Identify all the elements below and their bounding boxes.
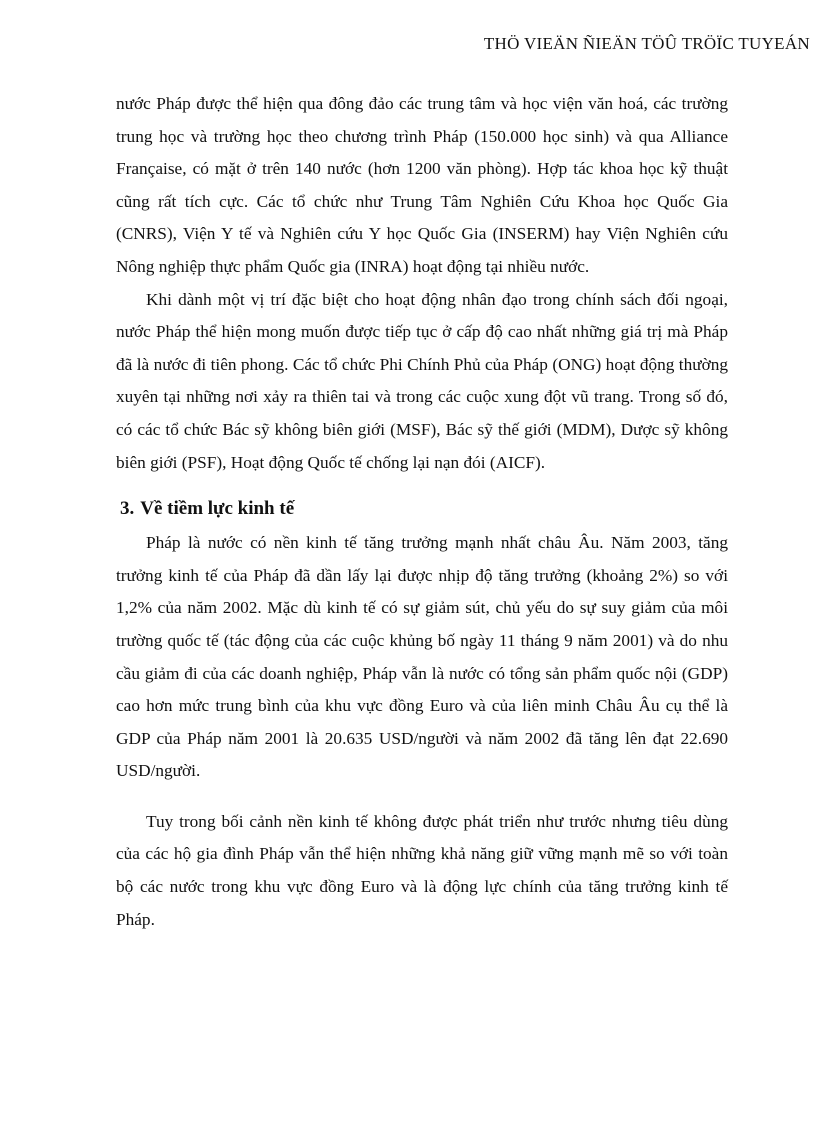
paragraph-economy-growth: Pháp là nước có nền kinh tế tăng trưởng mạnh nhất châu Âu. Năm 2003, tăng trưởng kinh tế của Pháp đã dần lấy lại được nhịp độ tăng trưởng (khoảng 2%) so với 1,2% của năm 2002. Mặc dù kinh tế có sự giảm sút, chủ yếu do sự suy giảm của môi trường quốc tế (tác động của các cuộc khủng bố ngày 11 tháng 9 năm 2001) và do nhu cầu giảm đi của các doanh nghiệp, Pháp vẫn là nước có tổng sản phẩm quốc nội (GDP) cao hơn mức trung bình của khu vực đồng Euro và của liên minh Châu Âu cụ thể là GDP của Pháp năm 2001 là 20.635 USD/người và năm 2002 đã tăng lên đạt 22.690 USD/người.	[116, 533, 728, 781]
paragraph-household-consumption: Tuy trong bối cảnh nền kinh tế không được phát triển như trước nhưng tiêu dùng của các hộ gia đình Pháp vẫn thể hiện những khả năng giữ vững mạnh mẽ so với toàn bộ các nước trong khu vực đồng Euro và là động lực chính của tăng trưởng kinh tế Pháp.	[116, 811, 728, 929]
running-header: THÖ VIEÄN ÑIEÄN TÖÛ TRÖÏC TUYEÁN	[483, 34, 810, 53]
section-title: Về tiềm lực kinh tế	[140, 498, 295, 520]
paragraph-culture-science: nước Pháp được thể hiện qua đông đảo các trung tâm và học viện văn hoá, các trường trung học và trường học theo chương trình Pháp (150.000 học sinh) và qua Alliance Française, có mặt ở trên 140 nước (hơn 1200 văn phòng). Hợp tác khoa học kỹ thuật cũng rất tích cực. Các tổ chức như Trung Tâm Nghiên Cứu Khoa học Quốc Gia (CNRS), Viện Y tế và Nghiên cứu Y học Quốc Gia (INSERM) hay Viện Nghiên cứu Nông nghiệp thực phẩm Quốc gia (INRA) hoạt động tại nhiều nước.	[116, 94, 728, 276]
paragraph-humanitarian: Khi dành một vị trí đặc biệt cho hoạt động nhân đạo trong chính sách đối ngoại, nước Pháp thể hiện mong muốn được tiếp tục ở cấp độ cao nhất những giá trị mà Pháp đã là nước đi tiên phong. Các tổ chức Phi Chính Phủ của Pháp (ONG) hoạt động thường xuyên tại những nơi xảy ra thiên tai và trong các cuộc xung đột vũ trang. Trong số đó, có các tổ chức Bác sỹ không biên giới (MSF), Bác sỹ thế giới (MDM), Dược sỹ không biên giới (PSF), Hoạt động Quốc tế chống lại nạn đói (AICF).	[116, 289, 728, 472]
section-heading	[120, 493, 728, 525]
page-body	[116, 88, 728, 936]
section-number: 3.	[120, 498, 135, 520]
